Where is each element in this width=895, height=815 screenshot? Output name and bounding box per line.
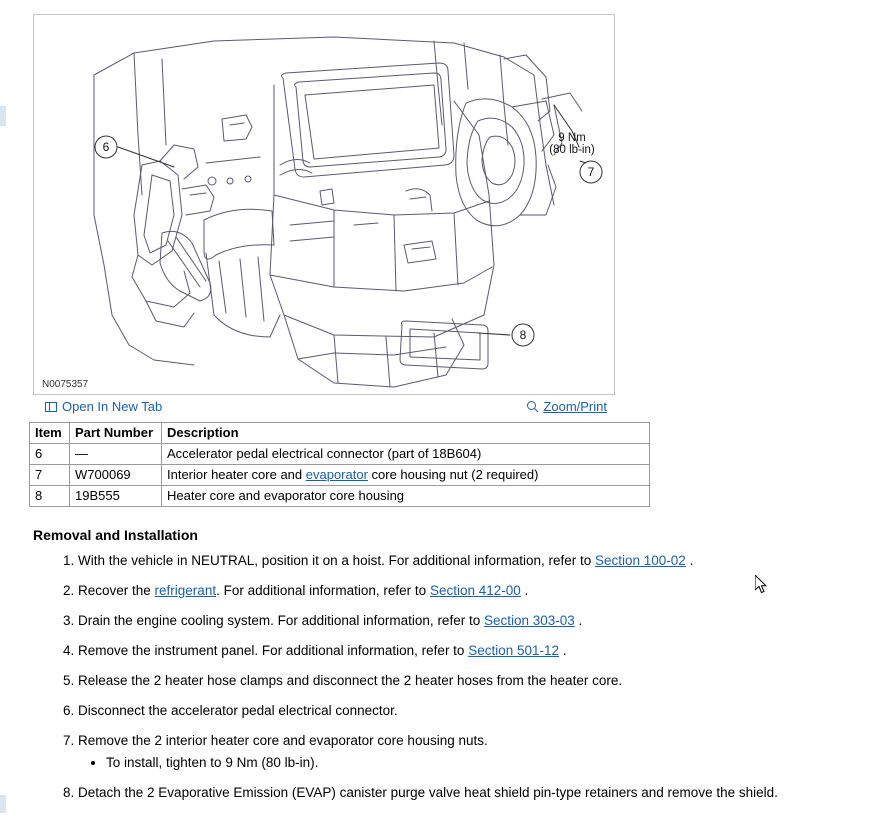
zoom-print-label: Zoom/Print xyxy=(543,399,607,414)
column-header-part-number: Part Number xyxy=(70,423,162,444)
cell-part-number: 19B555 xyxy=(70,486,162,507)
step-text: With the vehicle in NEUTRAL, position it on a hoist. For additional information, refer to xyxy=(78,553,595,568)
step-text: Remove the 2 interior heater core and evaporator core housing nuts. xyxy=(78,733,488,748)
step-text: Release the 2 heater hose clamps and disconnect the 2 heater hoses from the heater core. xyxy=(78,673,623,688)
cell-description xyxy=(162,465,650,486)
callout-8: 8 xyxy=(519,328,527,342)
list-item xyxy=(78,613,895,629)
parts-table xyxy=(29,422,650,507)
step-text: Remove the instrument panel. For additional information, refer to xyxy=(78,643,469,658)
callout-7: 7 xyxy=(587,165,595,179)
section-link-412-00[interactable]: Section 412-00 xyxy=(429,583,521,598)
callout-6: 6 xyxy=(102,140,110,154)
section-link-100-02[interactable]: Section 100-02 xyxy=(595,553,686,568)
desc-text: Heater core and evaporator core housing xyxy=(167,488,405,503)
list-item xyxy=(78,673,895,689)
step-substeps xyxy=(78,755,895,771)
cell-item: 6 xyxy=(30,444,70,465)
refrigerant-link[interactable]: refrigerant xyxy=(154,583,217,598)
table-row xyxy=(30,465,650,486)
figure-toolbar xyxy=(33,396,615,420)
cell-description xyxy=(162,444,650,465)
zoom-print-button[interactable] xyxy=(526,399,607,416)
cell-description xyxy=(162,486,650,507)
cell-part-number: — xyxy=(70,444,162,465)
figure-panel xyxy=(33,14,615,395)
desc-text-tail: core housing nut (2 required) xyxy=(367,467,539,482)
hvac-housing-illustration xyxy=(34,15,614,394)
list-item: • To install, tighten to 9 Nm (80 lb-in). xyxy=(106,755,895,771)
section-link-501-12[interactable]: Section 501-12 xyxy=(468,643,560,658)
list-item xyxy=(78,733,895,771)
step-text: Detach the 2 Evaporative Emission (EVAP) canister purge valve heat shield pin-type retainers and remove the shield. xyxy=(78,785,778,800)
mouse-cursor xyxy=(755,575,767,594)
step-text-tail: . xyxy=(574,613,583,628)
column-header-description: Description xyxy=(162,423,650,444)
removal-installation-steps xyxy=(50,553,895,815)
list-item xyxy=(78,553,895,569)
step-text-tail: . xyxy=(520,583,529,598)
evaporator-link[interactable]: evaporator xyxy=(305,467,368,482)
page-title: Removal and Installation xyxy=(33,527,198,543)
cell-item: 8 xyxy=(30,486,70,507)
desc-text: Accelerator pedal electrical connector (part of 18B604) xyxy=(167,446,482,461)
step-text-tail: . xyxy=(559,643,567,658)
step-text: Recover the xyxy=(78,583,155,598)
list-item xyxy=(78,583,895,599)
section-link-303-03[interactable]: Section 303-03 xyxy=(483,613,575,628)
table-row xyxy=(30,486,650,507)
table-header-row xyxy=(30,423,650,444)
list-item xyxy=(78,785,895,801)
column-header-item: Item xyxy=(30,423,70,444)
cell-part-number: W700069 xyxy=(70,465,162,486)
table-row xyxy=(30,444,650,465)
open-in-new-tab-button[interactable] xyxy=(45,399,162,416)
step-text-tail: . xyxy=(685,553,694,568)
torque-note-line1: 9 Nm xyxy=(558,132,586,144)
step-text: Drain the engine cooling system. For additional information, refer to xyxy=(78,613,484,628)
magnifier-icon xyxy=(526,400,539,416)
new-window-icon xyxy=(45,401,58,416)
list-item xyxy=(78,703,895,719)
desc-text: Interior heater core and xyxy=(167,467,306,482)
open-in-new-tab-label: Open In New Tab xyxy=(62,399,163,414)
cell-item: 7 xyxy=(30,465,70,486)
step-text-mid: . For additional information, refer to xyxy=(216,583,430,598)
step-text: Disconnect the accelerator pedal electrical connector. xyxy=(78,703,398,718)
figure-code: N0075357 xyxy=(42,379,89,390)
list-item xyxy=(78,643,895,659)
torque-note-line2: (80 lb-in) xyxy=(549,144,595,156)
